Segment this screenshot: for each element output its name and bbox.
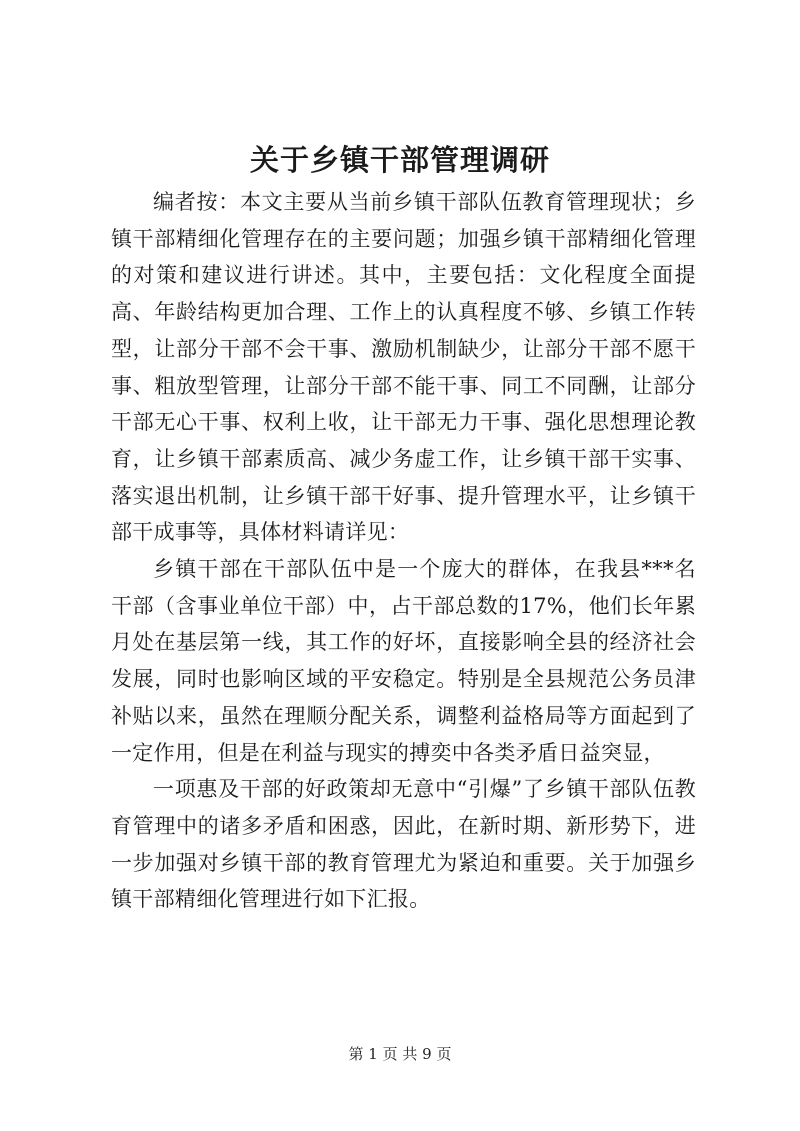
page-footer: 第 1 页 共 9 页: [348, 1045, 452, 1063]
document-title: 关于乡镇干部管理调研: [249, 143, 550, 177]
paragraph-policy: 一项惠及干部的好政策却无意中“引爆”了乡镇干部队伍教育管理中的诸多矛盾和困惑，因此，在新时期、新形势下，进一步加强对乡镇干部的教育管理尤为紧迫和重要。关于加强乡镇干部精细化管理进行如下汇报。: [111, 777, 696, 912]
paragraph-editor-note: 编者按：本文主要从当前乡镇干部队伍教育管理现状；乡镇干部精细化管理存在的主要问题；加强乡镇干部精细化管理的对策和建议进行讲述。其中，主要包括：文化程度全面提高、年龄结构更加合理、工作上的认真程度不够、乡镇工作转型，让部分干部不会干事、激励机制缺少，让部分干部不愿干事、粗放型管理，让部分干部不能干事、同工不同酬，让部分干部无心干事、权利上收，让干部无力干事、强化思想理论教育，让乡镇干部素质高、减少务虚工作，让乡镇干部干实事、落实退出机制，让乡镇干部干好事、提升管理水平，让乡镇干部干成事等，具体材料请详见：: [111, 190, 696, 545]
document-body: [111, 184, 696, 918]
paragraph-intro: 乡镇干部在干部队伍中是一个庞大的群体，在我县***名干部（含事业单位干部）中，占干部总数的17%，他们长年累月处在基层第一线，其工作的好坏，直接影响全县的经济社会发展，同时也影响区域的平安稳定。特别是全县规范公务员津补贴以来，虽然在理顺分配关系，调整利益格局等方面起到了一定作用，但是在利益与现实的搏奕中各类矛盾日益突显，: [111, 557, 696, 765]
